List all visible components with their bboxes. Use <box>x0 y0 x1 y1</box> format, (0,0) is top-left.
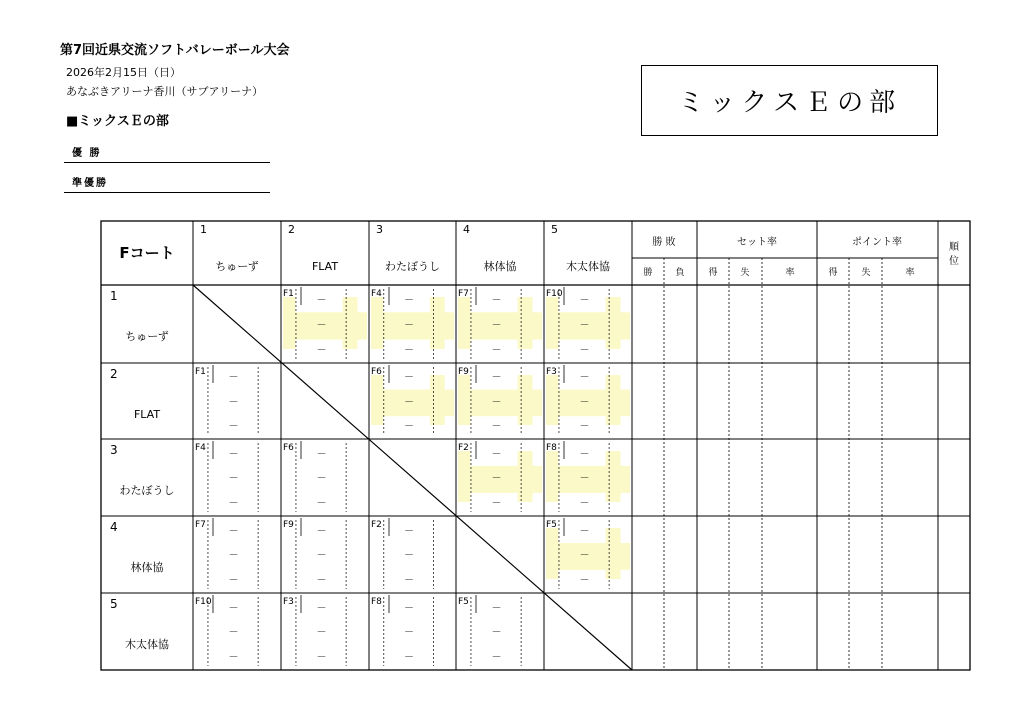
match-id: F6 <box>283 443 294 453</box>
event-date: 2026年2月15日（日） <box>66 66 181 79</box>
score-dash: － <box>579 320 590 331</box>
row-team-name: FLAT <box>133 408 161 421</box>
score-dash: － <box>228 525 239 537</box>
score-dash: － <box>579 498 590 510</box>
score-dash: － <box>316 550 327 562</box>
point-lose-header: 失 <box>861 268 871 278</box>
score-dash: － <box>228 372 239 384</box>
score-dash: － <box>491 320 502 331</box>
column-team-number: 1 <box>200 223 207 236</box>
score-dash: － <box>579 473 590 485</box>
match-id: F5 <box>546 520 557 530</box>
score-dash: － <box>404 627 415 639</box>
score-dash: － <box>579 550 590 562</box>
match-id: F5 <box>458 597 469 607</box>
row-team-name: 木太体協 <box>125 638 169 651</box>
runner-up-label: 準優勝 <box>72 178 108 189</box>
match-id: F2 <box>458 443 469 453</box>
point-gain-header: 得 <box>828 268 838 278</box>
score-dash: － <box>316 498 327 510</box>
score-dash: － <box>491 652 502 664</box>
match-id: F10 <box>195 597 212 607</box>
match-id: F7 <box>458 289 469 299</box>
score-dash: － <box>404 397 415 408</box>
score-dash: － <box>228 575 239 587</box>
score-dash: － <box>404 652 415 664</box>
score-dash: － <box>404 372 415 384</box>
match-id: F8 <box>546 443 557 453</box>
score-dash: － <box>404 575 415 587</box>
match-id: F3 <box>283 597 294 607</box>
row-team-name: わたぼうし <box>119 484 175 497</box>
score-dash: － <box>228 397 239 408</box>
score-dash: － <box>579 448 590 460</box>
score-dash: － <box>316 627 327 639</box>
score-dash: － <box>228 448 239 460</box>
division-box-label: ミックスＥの部 <box>641 65 938 136</box>
row-team-name: 林体協 <box>130 561 164 574</box>
set-rate-header: セット率 <box>737 237 777 248</box>
column-team-number: 5 <box>551 223 558 236</box>
point-rate-sub-header: 率 <box>905 268 915 278</box>
row-team-number: 5 <box>110 597 118 611</box>
point-rate-header: ポイント率 <box>852 237 902 248</box>
column-team-number: 2 <box>288 223 295 236</box>
match-id: F1 <box>195 367 206 377</box>
score-dash: － <box>579 397 590 408</box>
score-dash: － <box>228 473 239 485</box>
score-dash: － <box>404 550 415 562</box>
event-venue: あなぶきアリーナ香川（サブアリーナ） <box>66 85 264 98</box>
score-dash: － <box>491 498 502 510</box>
match-id: F3 <box>546 367 557 377</box>
score-dash: － <box>316 652 327 664</box>
score-dash: － <box>316 602 327 614</box>
score-dash: － <box>316 295 327 307</box>
score-dash: － <box>579 372 590 384</box>
score-dash: － <box>228 627 239 639</box>
score-dash: － <box>491 448 502 460</box>
column-team-name: 木太体協 <box>566 260 610 273</box>
set-lose-header: 失 <box>740 268 750 278</box>
score-dash: － <box>579 344 590 356</box>
column-team-number: 3 <box>376 223 383 236</box>
score-dash: － <box>316 473 327 485</box>
score-dash: － <box>316 448 327 460</box>
score-dash: － <box>228 498 239 510</box>
score-dash: － <box>491 295 502 307</box>
winner-label: 優 勝 <box>72 148 102 159</box>
score-dash: － <box>316 575 327 587</box>
score-dash: － <box>491 627 502 639</box>
row-team-name: ちゅーず <box>125 330 169 343</box>
score-dash: － <box>404 525 415 537</box>
score-dash: － <box>404 295 415 307</box>
match-id: F8 <box>371 597 382 607</box>
score-dash: － <box>491 397 502 408</box>
score-dash: － <box>404 344 415 356</box>
score-dash: － <box>491 372 502 384</box>
score-dash: － <box>579 575 590 587</box>
score-dash: － <box>491 602 502 614</box>
court-label: Fコート <box>119 244 175 262</box>
match-id: F2 <box>371 520 382 530</box>
match-id: F7 <box>195 520 206 530</box>
division-heading: ■ミックスＥの部 <box>66 114 169 129</box>
loss-header: 負 <box>675 268 685 278</box>
column-team-name: わたぼうし <box>385 260 440 273</box>
score-dash: － <box>579 525 590 537</box>
row-team-number: 1 <box>110 289 118 303</box>
score-dash: － <box>228 550 239 562</box>
score-dash: － <box>491 344 502 356</box>
score-dash: － <box>579 421 590 433</box>
match-id: F1 <box>283 289 294 299</box>
score-dash: － <box>491 473 502 485</box>
match-id: F9 <box>458 367 469 377</box>
score-dash: － <box>228 421 239 433</box>
rank-header: 順 <box>949 242 959 253</box>
column-team-number: 4 <box>463 223 470 236</box>
set-rate-sub-header: 率 <box>785 268 795 278</box>
column-team-name: FLAT <box>311 260 339 273</box>
win-header: 勝 <box>643 268 653 278</box>
match-id: F4 <box>195 443 206 453</box>
score-dash: － <box>491 421 502 433</box>
win-loss-header: 勝 敗 <box>652 237 676 248</box>
match-id: F6 <box>371 367 382 377</box>
match-id: F9 <box>283 520 294 530</box>
score-dash: － <box>404 320 415 331</box>
match-id: F10 <box>546 289 563 299</box>
score-dash: － <box>228 652 239 664</box>
score-dash: － <box>404 602 415 614</box>
score-dash: － <box>316 344 327 356</box>
score-dash: － <box>404 421 415 433</box>
row-team-number: 2 <box>110 367 118 381</box>
score-dash: － <box>316 320 327 331</box>
tournament-title: 第7回近県交流ソフトバレーボール大会 <box>60 43 290 58</box>
column-team-name: ちゅーず <box>215 260 259 273</box>
match-id: F4 <box>371 289 382 299</box>
row-team-number: 3 <box>110 443 118 457</box>
score-dash: － <box>579 295 590 307</box>
set-gain-header: 得 <box>708 268 718 278</box>
score-dash: － <box>316 525 327 537</box>
score-dash: － <box>228 602 239 614</box>
row-team-number: 4 <box>110 520 118 534</box>
column-team-name: 林体協 <box>483 260 517 273</box>
rank-header: 位 <box>949 256 959 267</box>
